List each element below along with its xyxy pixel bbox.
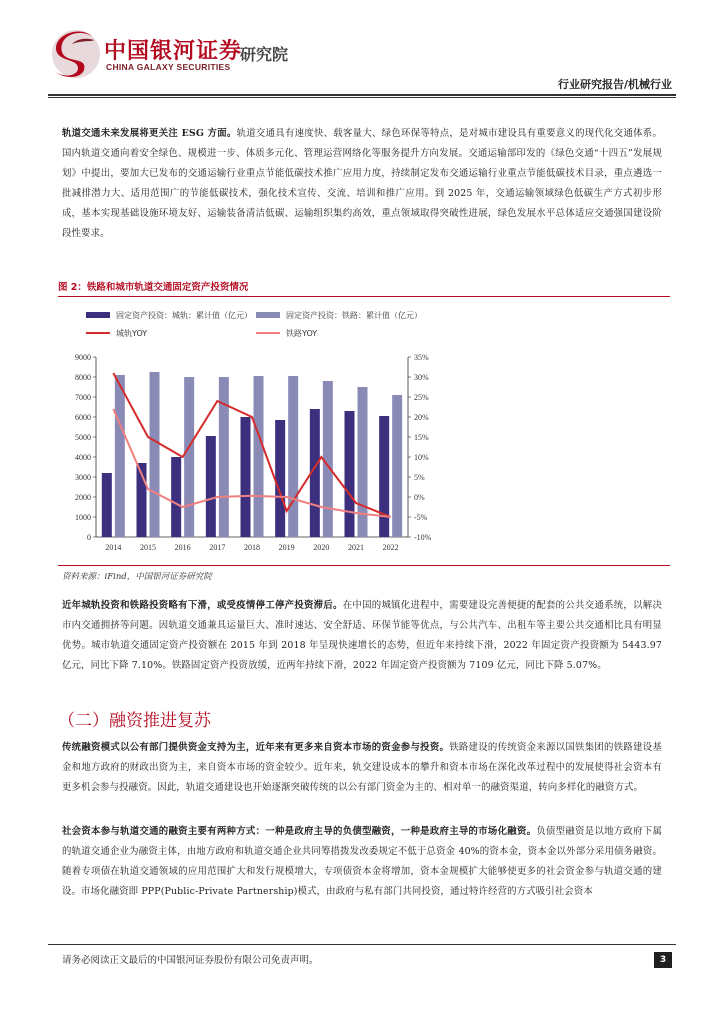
bar-railway (184, 377, 194, 537)
header-rule (48, 94, 676, 96)
bar-railway (392, 395, 402, 537)
left-tick-label: 4000 (75, 453, 91, 462)
right-tick-label: 10% (414, 453, 429, 462)
report-type: 行业研究报告/机械行业 (557, 78, 672, 91)
paragraph-social-capital (62, 822, 662, 902)
legend-label: 铁路YOY (286, 329, 318, 338)
right-tick-label: 25% (414, 393, 429, 402)
x-tick-label: 2020 (313, 543, 330, 552)
figure-source: 资料来源：iFind，中国银河证券研究院 (62, 572, 212, 582)
footer-disclaimer: 请务必阅读正文最后的中国银河证券股份有限公司免责声明。 (62, 955, 319, 966)
investment-chart (56, 300, 456, 562)
paragraph-investment (62, 596, 662, 676)
bar-urban-rail (345, 411, 355, 537)
left-tick-label: 2000 (75, 493, 91, 502)
x-tick-label: 2021 (348, 543, 364, 552)
bar-urban-rail (171, 457, 181, 537)
left-tick-label: 8000 (75, 373, 91, 382)
figure-rule-top (58, 296, 670, 297)
paragraph-lead: 社会资本参与轨道交通的融资主要有两种方式：一种是政府主导的负债型融资，一种是政府主导的市场化融资。 (62, 826, 537, 837)
paragraph-body: 轨道交通具有速度快、载客量大、绿色环保等特点，是对城市建设具有重要意义的现代化交通体系。国内轨道交通向着安全绿色、规模进一步、体质多元化、管理运营网络化等服务提升方向发展。交通运输部印发的《绿色交通“十四五”发展规划》中提出，要加大已发布的交通运输行业重点节能低碳技术推广应用力度，持续制定发布交通运输行业重点节能低碳技术目录，重点遴选一批减排潜力大、适用范围广的节能低碳技术，强化技术宣传、交流、培训和推广应用。到 2025 年，交通运输领域绿色低碳生产方式初步形成，基本实现基础设施环境友好、运输装备清洁低碳、运输组织集约高效，重点领域取得突破性进展，绿色发展水平总体适应交通强国建设阶段性要求。 (62, 128, 662, 239)
bar-railway (219, 377, 229, 537)
legend-label: 固定资产投资：铁路：累计值（亿元） (286, 311, 422, 320)
x-tick-label: 2018 (244, 543, 260, 552)
bar-urban-rail (206, 436, 216, 537)
right-tick-label: 15% (414, 433, 429, 442)
right-tick-label: 5% (414, 473, 425, 482)
right-tick-label: -10% (414, 533, 432, 542)
bar-railway (323, 381, 333, 537)
figure-title: 图 2：铁路和城市轨道交通固定资产投资情况 (58, 282, 249, 293)
x-tick-label: 2022 (382, 543, 399, 552)
legend-swatch (86, 312, 110, 318)
left-tick-label: 0 (87, 533, 91, 542)
legend-swatch (256, 312, 280, 318)
paragraph-financing (62, 738, 662, 798)
x-tick-label: 2016 (174, 543, 191, 552)
company-logo (48, 26, 108, 82)
paragraph-body: 在中国的城镇化进程中，需要建设完善便捷的配套的公共交通系统，以解决市内交通拥挤等问题。因轨道交通兼具运量巨大、准时速达、安全舒适、环保节能等优点，与公共汽车、出租车等主要公共交通相比具有明显优势。城市轨道交通固定资产投资额在 2015 年到 2018 年呈现快速增长的态势，但近年来持续下滑，2022 年固定资产投资额为 5443.97 亿元，同比下降 7.10%。铁路固定资产投资放缓，近两年持续下滑，2022 年固定资产投资额为 7109 亿元，同比下降 5.07%。 (62, 600, 662, 671)
legend-label: 城轨YOY (116, 329, 148, 338)
brand-english-name: CHINA GALAXY SECURITIES (106, 62, 231, 72)
paragraph-body: 铁路建设的传统资金来源以国铁集团的铁路建设基金和地方政府的财政出资为主，来自资本市场的资金较少。近年来，轨交建设成本的攀升和资本市场在深化改革过程中的发展使得社会资本有更多机会参与投融资。因此，轨道交通建设也开始逐渐突破传统的以公有部门资金为主的、相对单一的融资渠道，转向多样化的融资方式。 (62, 742, 662, 793)
left-tick-label: 7000 (75, 393, 91, 402)
brand-chinese-name: 中国银河证券 (104, 39, 243, 64)
left-tick-label: 9000 (75, 353, 91, 362)
bar-urban-rail (102, 473, 112, 537)
header-rule-thin (48, 97, 676, 98)
page-number: 3 (654, 952, 672, 968)
paragraph-lead: 轨道交通未来发展将更关注 ESG 方面。 (62, 128, 237, 139)
chart-ticks (75, 353, 432, 552)
right-tick-label: -5% (414, 513, 428, 522)
bar-railway (288, 376, 298, 537)
bar-urban-rail (241, 417, 251, 537)
left-tick-label: 6000 (75, 413, 91, 422)
paragraph-lead: 传统融资模式以公有部门提供资金支持为主，近年来有更多来自资本市场的资金参与投资。 (62, 742, 450, 753)
left-tick-label: 1000 (75, 513, 91, 522)
left-tick-label: 3000 (75, 473, 91, 482)
bar-railway (150, 372, 160, 537)
research-institute-label: 研究院 (240, 45, 289, 64)
x-tick-label: 2014 (105, 543, 122, 552)
x-tick-label: 2019 (278, 543, 295, 552)
left-tick-label: 5000 (75, 433, 91, 442)
x-tick-label: 2015 (140, 543, 156, 552)
paragraph-esg (62, 124, 662, 244)
bar-railway (115, 375, 125, 537)
section-heading: （二）融资推进复苏 (58, 711, 211, 731)
right-tick-label: 0% (414, 493, 425, 502)
right-tick-label: 20% (414, 413, 429, 422)
x-tick-label: 2017 (209, 543, 226, 552)
legend-label: 固定资产投资：城轨：累计值（亿元） (116, 311, 252, 320)
bar-urban-rail (275, 420, 285, 537)
right-tick-label: 35% (414, 353, 429, 362)
figure-rule-bottom (58, 565, 670, 566)
chart-legend (86, 310, 422, 338)
bar-urban-rail (379, 416, 389, 537)
bar-railway (254, 376, 264, 537)
footer-rule (48, 944, 676, 945)
paragraph-body: 负债型融资是以地方政府下属的轨道交通企业为融资主体，由地方政府和轨道交通企业共同筹措拨发改委规定不低于总资金 40%的资本金，资本金以外部分采用债务融资。随着专项债在轨道交通领域的应用范围扩大和发行规模增大，专项债资本金将增加，资本金规模扩大能够使更多的社会资金参与轨道交通的建设。市场化融资即 PPP(Public-Private Partnership)模式，由政府与私有部门共同投资，通过特许经营的方式吸引社会资本 (62, 826, 662, 897)
paragraph-lead: 近年城轨投资和铁路投资略有下滑，或受疫情停工停产投资滞后。 (62, 600, 343, 611)
right-tick-label: 30% (414, 373, 429, 382)
